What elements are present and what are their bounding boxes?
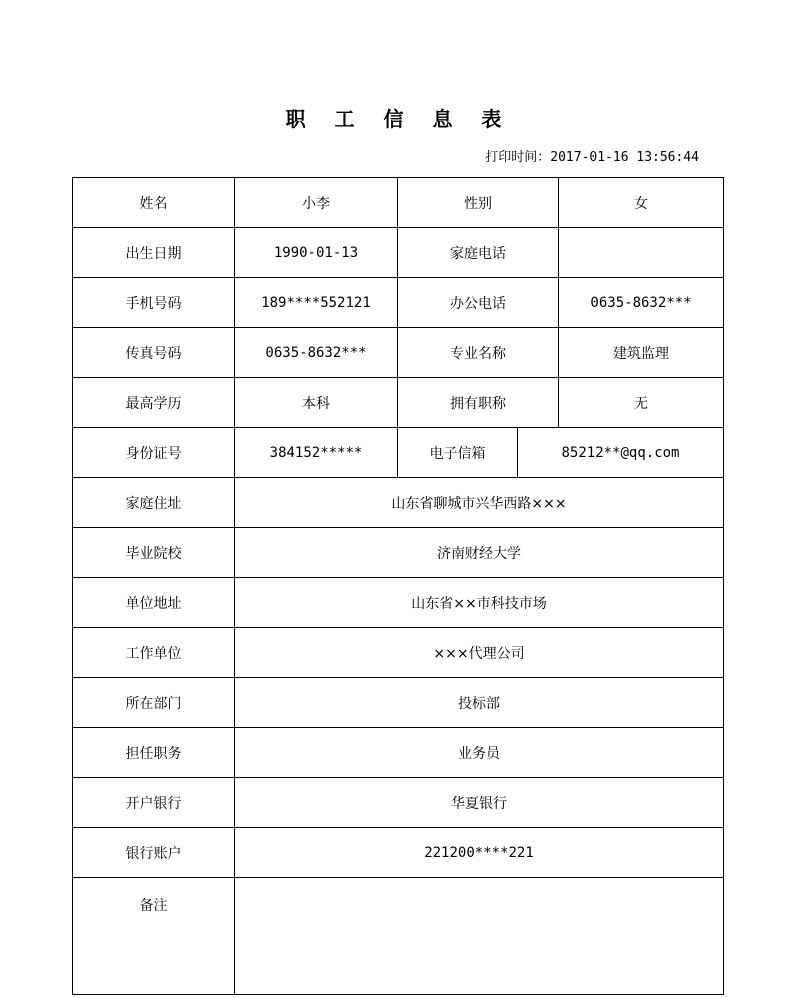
department-label: 所在部门 (73, 678, 235, 728)
notes-value (235, 878, 724, 995)
page-title: 职 工 信 息 表 (285, 107, 513, 131)
education-value: 本科 (235, 378, 398, 428)
bank-account-value: 221200****221 (235, 828, 724, 878)
bank-value: 华夏银行 (235, 778, 724, 828)
id-number-value: 384152***** (235, 428, 398, 478)
employer-value: ×××代理公司 (235, 628, 724, 678)
table-row (73, 378, 724, 428)
work-address-value: 山东省××市科技市场 (235, 578, 724, 628)
table-row (73, 828, 724, 878)
home-address-label: 家庭住址 (73, 478, 235, 528)
home-address-value: 山东省聊城市兴华西路××× (235, 478, 724, 528)
id-number-label: 身份证号 (73, 428, 235, 478)
notes-label: 备注 (73, 878, 235, 995)
table-row (73, 478, 724, 528)
birth-date-value: 1990-01-13 (235, 228, 398, 278)
email-value: 85212**@qq.com (518, 428, 724, 478)
school-value: 济南财经大学 (235, 528, 724, 578)
table-row (73, 328, 724, 378)
mobile-label: 手机号码 (73, 278, 235, 328)
bank-label: 开户银行 (73, 778, 235, 828)
major-value: 建筑监理 (559, 328, 724, 378)
table-row (73, 628, 724, 678)
name-label: 姓名 (73, 178, 235, 228)
table-row (73, 578, 724, 628)
table-row (73, 778, 724, 828)
title-held-label: 拥有职称 (398, 378, 559, 428)
table-row (73, 178, 724, 228)
gender-value: 女 (559, 178, 724, 228)
email-label: 电子信箱 (398, 428, 518, 478)
employer-label: 工作单位 (73, 628, 235, 678)
position-value: 业务员 (235, 728, 724, 778)
table-row (73, 528, 724, 578)
home-phone-label: 家庭电话 (398, 228, 559, 278)
home-phone-value (559, 228, 724, 278)
gender-label: 性别 (398, 178, 559, 228)
birth-date-label: 出生日期 (73, 228, 235, 278)
table-row (73, 678, 724, 728)
department-value: 投标部 (235, 678, 724, 728)
work-address-label: 单位地址 (73, 578, 235, 628)
print-timestamp: 打印时间：2017-01-16 13:56:44 (485, 150, 699, 165)
school-label: 毕业院校 (73, 528, 235, 578)
table-row (73, 728, 724, 778)
name-value: 小李 (235, 178, 398, 228)
major-label: 专业名称 (398, 328, 559, 378)
fax-value: 0635-8632*** (235, 328, 398, 378)
table-row (73, 878, 724, 995)
table-row (73, 228, 724, 278)
position-label: 担任职务 (73, 728, 235, 778)
employee-info-table (72, 177, 724, 995)
office-phone-label: 办公电话 (398, 278, 559, 328)
table-row (73, 428, 724, 478)
mobile-value: 189****552121 (235, 278, 398, 328)
fax-label: 传真号码 (73, 328, 235, 378)
bank-account-label: 银行账户 (73, 828, 235, 878)
office-phone-value: 0635-8632*** (559, 278, 724, 328)
education-label: 最高学历 (73, 378, 235, 428)
title-held-value: 无 (559, 378, 724, 428)
table-row (73, 278, 724, 328)
